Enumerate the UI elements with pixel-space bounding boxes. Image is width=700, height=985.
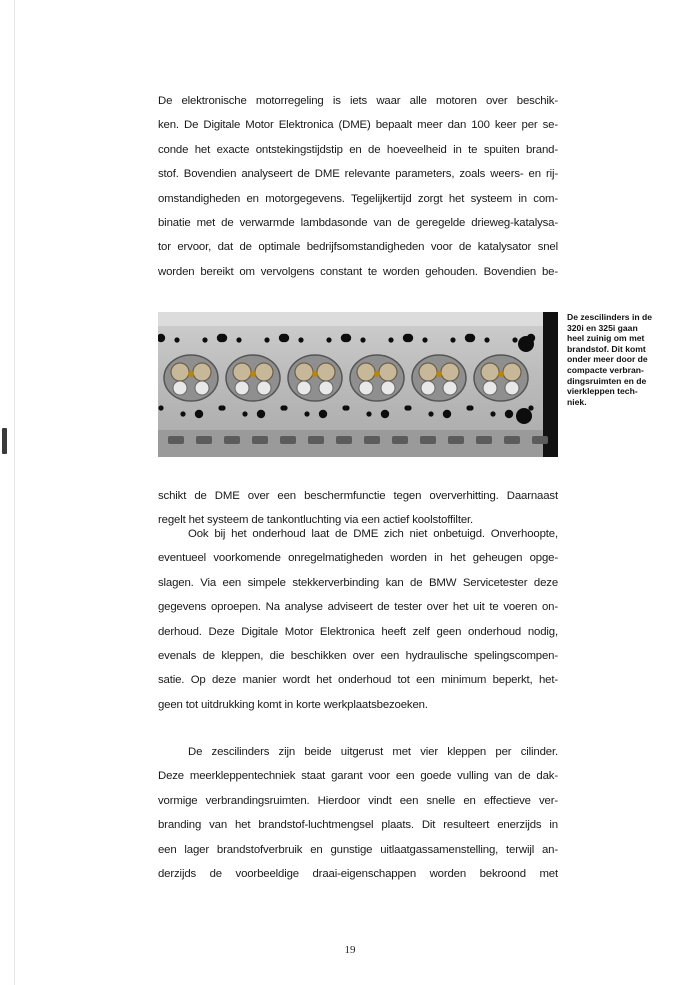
- cooling-hole: [388, 337, 393, 342]
- bottom-slot: [168, 436, 184, 444]
- valve: [421, 381, 435, 395]
- valve: [255, 363, 273, 381]
- cooling-hole: [428, 411, 433, 416]
- paragraph-dme-intro: [158, 89, 558, 284]
- photo-caption: [567, 312, 677, 407]
- text-line: geen tot uitdrukking komt in korte werkplaatsbezoeken.: [158, 698, 428, 711]
- head-top-rail: [158, 312, 558, 326]
- caption-line: heel zuinig om met: [567, 333, 645, 344]
- page-number: 19: [344, 944, 356, 956]
- combustion-chamber: [474, 355, 528, 401]
- spark-plug: [498, 371, 504, 377]
- combustion-chamber: [412, 355, 466, 401]
- text-line: vormige verbrandingsruimten. Hierdoor vindt een snelle en effectieve ver-: [158, 794, 558, 807]
- cooling-hole: [406, 405, 411, 410]
- cooling-hole: [264, 337, 269, 342]
- valve: [235, 381, 249, 395]
- cooling-hole: [242, 411, 247, 416]
- photo-dark-edge: [543, 312, 558, 457]
- cooling-hole: [158, 405, 163, 410]
- valve: [441, 363, 459, 381]
- spark-plug: [312, 371, 318, 377]
- valve: [171, 363, 189, 381]
- text-line: ken. De Digitale Motor Elektronica (DME) bepaalt meer dan 100 keer per se-: [158, 119, 558, 132]
- bottom-slot: [308, 436, 324, 444]
- cooling-hole: [405, 334, 413, 342]
- caption-line: vierkleppen tech-: [567, 386, 638, 397]
- cylinder-head-illustration: [158, 312, 558, 457]
- page-edge-line: [14, 0, 15, 985]
- valve: [381, 381, 395, 395]
- text-line: derzijds de voorbeeldige draai-eigenschappen worden bekroond met: [158, 868, 558, 881]
- large-bore: [516, 408, 532, 424]
- caption-line: De zescilinders in de: [567, 312, 653, 322]
- head-bottom-rail: [158, 430, 558, 457]
- text-line: De elektronische motorregeling is iets waar alle motoren over beschik-: [158, 95, 558, 107]
- text-line: conde het exacte ontstekingstijdstip en de hoeveelheid in te spuiten brand-: [158, 143, 558, 156]
- cooling-hole: [443, 410, 451, 418]
- text-line: Deze meerkleppentechniek staat garant voor een goede vulling van de dak-: [158, 770, 558, 783]
- paragraph-maintenance: [158, 522, 558, 717]
- text-line: regelt het systeem de tankontluchting via een actief koolstoffilter.: [158, 514, 474, 527]
- cooling-hole: [505, 410, 513, 418]
- text-line: slagen. Via een simpele stekkerverbinding kan de BMW Servicetester deze: [158, 576, 558, 589]
- bottom-slot: [196, 436, 212, 444]
- cooling-hole: [158, 334, 165, 342]
- caption-line: 320i en 325i gaan: [567, 322, 638, 333]
- text-line: satie. Op deze manier wordt het onderhoud tot een minimum beperkt, het-: [158, 674, 558, 687]
- bottom-slot: [420, 436, 436, 444]
- bottom-slot: [532, 436, 548, 444]
- text-line: een lager brandstofverbruik en gunstige uitlaatgassamenstelling, terwijl an-: [158, 843, 558, 856]
- valve: [357, 363, 375, 381]
- spark-plug: [374, 371, 380, 377]
- cooling-hole: [304, 411, 309, 416]
- cooling-hole: [343, 334, 351, 342]
- bottom-slot: [336, 436, 352, 444]
- scan-edge-mark: [2, 428, 7, 454]
- cooling-hole: [257, 410, 265, 418]
- valve: [319, 381, 333, 395]
- text-line: binatie met de verwarmde lambdasonde van de geregelde drieweg-katalysa-: [158, 217, 558, 230]
- cooling-hole: [219, 334, 227, 342]
- valve: [505, 381, 519, 395]
- combustion-chamber: [164, 355, 218, 401]
- cooling-hole: [512, 337, 517, 342]
- valve: [419, 363, 437, 381]
- valve: [483, 381, 497, 395]
- combustion-chamber: [350, 355, 404, 401]
- caption-line: compacte verbran-: [567, 364, 644, 375]
- cooling-hole: [174, 337, 179, 342]
- cooling-hole: [422, 337, 427, 342]
- text-line: derhoud. Deze Digitale Motor Elektronica heeft zelf geen onderhoud nodig,: [158, 625, 558, 638]
- valve: [257, 381, 271, 395]
- combustion-chamber: [288, 355, 342, 401]
- caption-line: onder meer door de: [567, 354, 648, 365]
- text-line: gegevens oproepen. Na analyse adviseert de tester over het uit te voeren on-: [158, 601, 558, 614]
- paragraph-valves: [158, 740, 558, 886]
- valve: [173, 381, 187, 395]
- cooling-hole: [366, 411, 371, 416]
- caption-line: niek.: [567, 396, 587, 407]
- bottom-slot: [476, 436, 492, 444]
- bottom-slot: [504, 436, 520, 444]
- cooling-hole: [344, 405, 349, 410]
- text-line: worden bereikt om vervolgens constant te worden gehouden. Bovendien be-: [158, 265, 558, 278]
- cooling-hole: [180, 411, 185, 416]
- text-line: Ook bij het onderhoud laat de DME zich niet onbetuigd. Onverhoopte,: [188, 528, 558, 540]
- cooling-hole: [220, 405, 225, 410]
- text-line: eventueel voorkomende onregelmatigheden worden in het geheugen opge-: [158, 552, 558, 565]
- caption-line: brandstof. Dit komt: [567, 343, 646, 354]
- spark-plug: [436, 371, 442, 377]
- bottom-slot: [448, 436, 464, 444]
- large-bore: [518, 336, 534, 352]
- cooling-hole: [467, 334, 475, 342]
- cooling-hole: [195, 410, 203, 418]
- valve: [297, 381, 311, 395]
- cooling-hole: [360, 337, 365, 342]
- cooling-hole: [528, 405, 533, 410]
- text-line: omstandigheden en motorgegevens. Tegelijkertijd zorgt het systeem in com-: [158, 192, 558, 205]
- text-line: branding van het brandstof-luchtmengsel plaats. Dit resulteert enerzijds in: [158, 819, 558, 832]
- cylinder-head-photo: [158, 312, 558, 457]
- spark-plug: [188, 371, 194, 377]
- text-line: evenals de kleppen, die beschikken over een hydraulische spelingscompen-: [158, 650, 558, 663]
- valve: [379, 363, 397, 381]
- bottom-slot: [280, 436, 296, 444]
- bottom-slot: [224, 436, 240, 444]
- cooling-hole: [326, 337, 331, 342]
- text-line: tor ervoor, dat de optimale bedrijfsomstandigheden voor de katalysator snel: [158, 241, 558, 254]
- cooling-hole: [468, 405, 473, 410]
- cooling-hole: [490, 411, 495, 416]
- cooling-hole: [450, 337, 455, 342]
- cooling-hole: [484, 337, 489, 342]
- spark-plug: [250, 371, 256, 377]
- valve: [195, 381, 209, 395]
- valve: [359, 381, 373, 395]
- text-line: schikt de DME over een beschermfunctie tegen oververhitting. Daarnaast: [158, 490, 558, 502]
- valve: [295, 363, 313, 381]
- valve: [233, 363, 251, 381]
- caption-line: dingsruimten en de: [567, 375, 647, 386]
- text-line: stof. Bovendien analyseert de DME relevante parameters, zoals weers- en rij-: [158, 168, 558, 181]
- valve: [193, 363, 211, 381]
- valve: [481, 363, 499, 381]
- valve: [317, 363, 335, 381]
- cooling-hole: [298, 337, 303, 342]
- valve: [503, 363, 521, 381]
- bottom-slot: [252, 436, 268, 444]
- cooling-hole: [202, 337, 207, 342]
- bottom-slot: [364, 436, 380, 444]
- cooling-hole: [282, 405, 287, 410]
- cooling-hole: [236, 337, 241, 342]
- cooling-hole: [381, 410, 389, 418]
- bottom-slot: [392, 436, 408, 444]
- cooling-hole: [319, 410, 327, 418]
- combustion-chamber: [226, 355, 280, 401]
- cooling-hole: [281, 334, 289, 342]
- text-line: De zescilinders zijn beide uitgerust met vier kleppen per cilinder.: [188, 746, 558, 758]
- valve: [443, 381, 457, 395]
